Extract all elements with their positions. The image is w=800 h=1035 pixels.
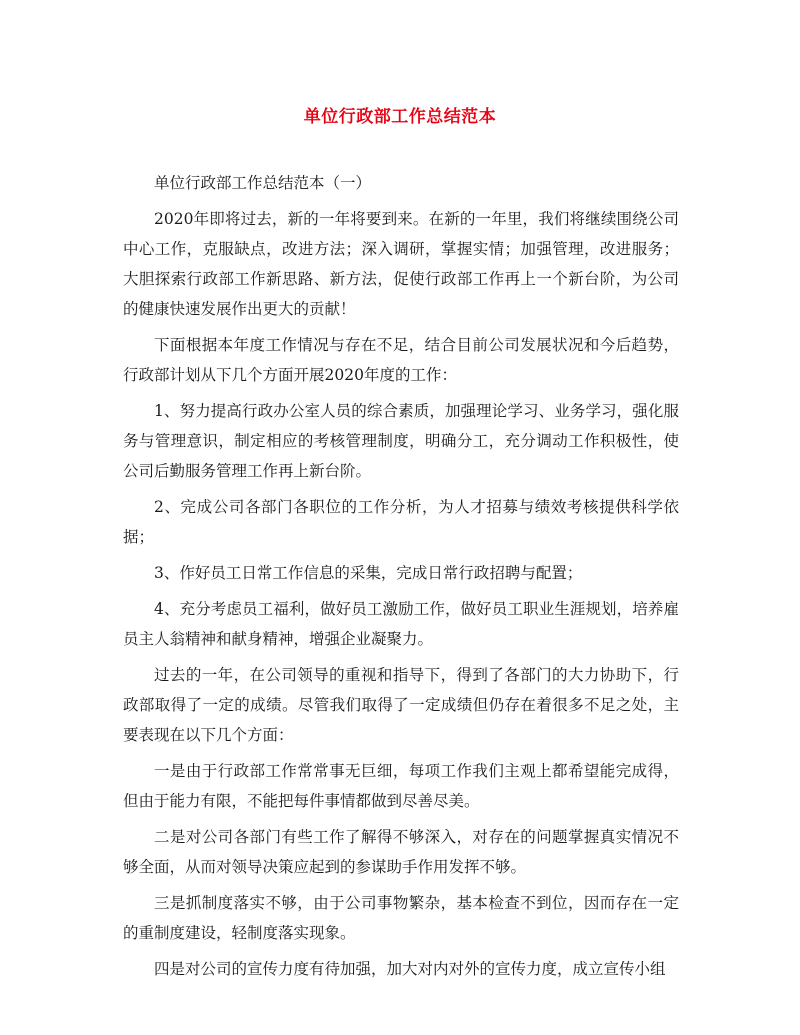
shortcoming-3: 三是抓制度落实不够，由于公司事物繁杂，基本检查不到位，因而存在一定的重制度建设，轻制度落实现象。	[123, 894, 679, 942]
plan-item-4: 4、充分考虑员工福利，做好员工激励工作，做好员工职业生涯规划，培养雇员主人翁精神和献身精神，增强企业凝聚力。	[123, 600, 679, 648]
plan-item-1: 1、努力提高行政办公室人员的综合素质，加强理论学习、业务学习，强化服务与管理意识，制定相应的考核管理制度，明确分工，充分调动工作积极性，使公司后勤服务管理工作再上新台阶。	[123, 402, 679, 480]
plan-item-2: 2、完成公司各部门各职位的工作分析，为人才招募与绩效考核提供科学依据；	[123, 498, 679, 546]
shortcoming-2: 二是对公司各部门有些工作了解得不够深入，对存在的问题掌握真实情况不够全面，从而对领导决策应起到的参谋助手作用发挥不够。	[123, 828, 679, 876]
paragraph-review: 过去的一年，在公司领导的重视和指导下，得到了各部门的大力协助下，行政部取得了一定的成绩。尽管我们取得了一定成绩但仍存在着很多不足之处，主要表现在以下几个方面：	[123, 666, 679, 744]
plan-item-3: 3、作好员工日常工作信息的采集，完成日常行政招聘与配置；	[154, 564, 583, 582]
shortcoming-4: 四是对公司的宣传力度有待加强，加大对内对外的宣传力度，成立宣传小组	[154, 960, 666, 978]
document-title: 单位行政部工作总结范本	[303, 107, 497, 127]
section-heading: 单位行政部工作总结范本（一）	[154, 174, 372, 192]
paragraph-plan: 下面根据本年度工作情况与存在不足，结合目前公司发展状况和今后趋势，行政部计划从下几个方面开展2020年度的工作：	[123, 336, 679, 384]
document-body	[123, 168, 679, 984]
shortcoming-1: 一是由于行政部工作常常事无巨细，每项工作我们主观上都希望能完成得，但由于能力有限，不能把每件事情都做到尽善尽美。	[123, 762, 679, 810]
paragraph-intro: 2020年即将过去，新的一年将要到来。在新的一年里，我们将继续围绕公司中心工作，克服缺点，改进方法；深入调研，掌握实情；加强管理，改进服务；大胆探索行政部工作新思路、新方法，促使行政部工作再上一个新台阶，为公司的健康快速发展作出更大的贡献！	[123, 210, 679, 318]
